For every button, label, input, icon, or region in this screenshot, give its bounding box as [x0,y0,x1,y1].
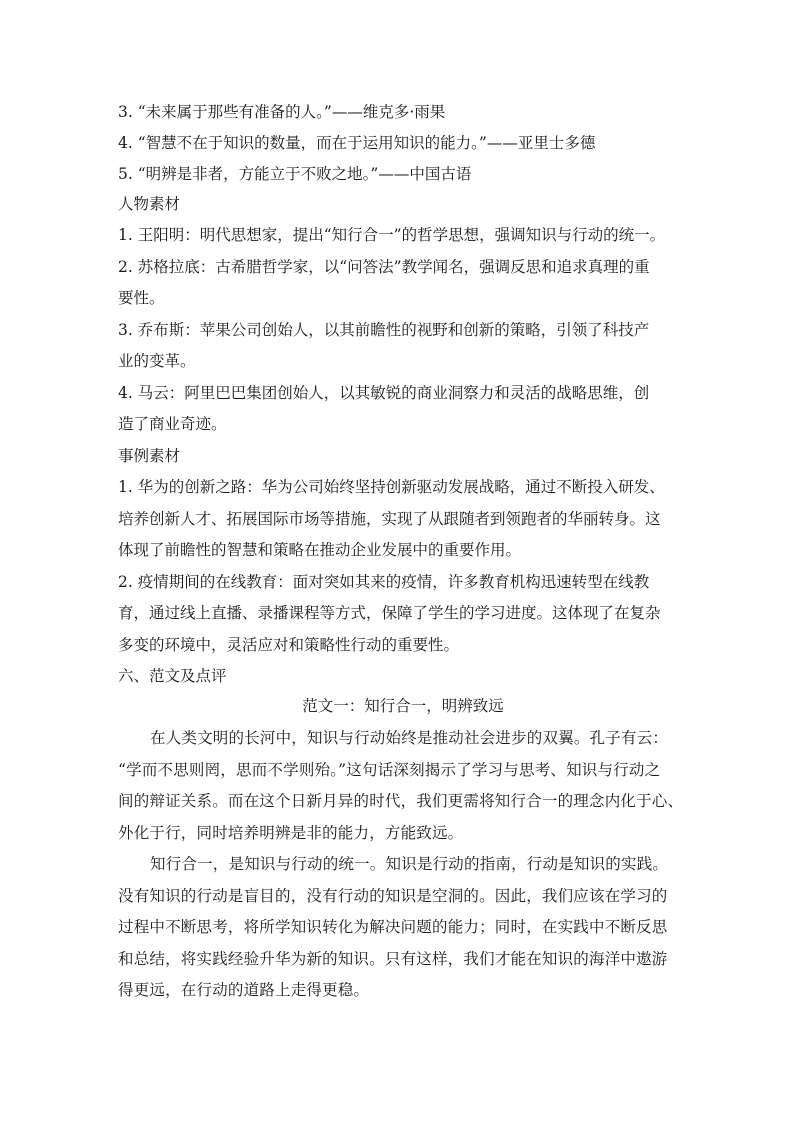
cases-line-6: 多变的环境中，灵活应对和策略性行动的重要性。 [118,636,460,654]
people-line-6: 4. 马云：阿里巴巴集团创始人，以其敏锐的商业洞察力和灵活的战略思维，创 [118,384,650,402]
essay-para1-line-2: “学而不思则罔，思而不学则殆。”这句话深刻揭示了学习与思考、知识与行动之 [118,761,661,779]
cases-line-1: 1. 华为的创新之路：华为公司始终坚持创新驱动发展战略，通过不断投入研发、 [118,478,665,496]
quote-3: 3. “未来属于那些有准备的人。”——维克多·雨果 [118,103,446,121]
people-line-3: 要性。 [118,289,165,307]
essay-para2-line-4: 和总结，将实践经验升华为新的知识。只有这样，我们才能在知识的海洋中遨游 [118,950,668,968]
essay-title: 范文一：知行合一，明辨致远 [302,697,504,715]
people-line-5: 业的变革。 [118,352,196,370]
people-line-4: 3. 乔布斯：苹果公司创始人，以其前瞻性的视野和创新的策略，引领了科技产 [118,321,650,339]
cases-line-5: 育，通过线上直播、录播课程等方式，保障了学生的学习进度。这体现了在复杂 [118,604,661,622]
cases-line-4: 2. 疫情期间的在线教育：面对突如其来的疫情，许多教育机构迅速转型在线教 [118,573,650,591]
people-line-1: 1. 王阳明：明代思想家，提出“知行合一”的哲学思想，强调知识与行动的统一。 [118,226,666,244]
essay-para1-line-1: 在人类文明的长河中，知识与行动始终是推动社会进步的双翼。孔子有云： [150,729,669,747]
essay-para2-line-2: 没有知识的行动是盲目的，没有行动的知识是空洞的。因此，我们应该在学习的 [118,887,668,905]
essay-para2-line-1: 知行合一，是知识与行动的统一。知识是行动的指南，行动是知识的实践。 [150,855,669,873]
people-heading: 人物素材 [118,195,181,213]
people-line-7: 造了商业奇迹。 [118,415,227,433]
essay-para1-line-4: 外化于行，同时培养明辨是非的能力，方能致远。 [118,824,464,842]
essay-para1-line-3: 间的辩证关系。而在这个日新月异的时代，我们更需将知行合一的理念内化于心、 [118,792,684,810]
cases-line-3: 体现了前瞻性的智慧和策略在推动企业发展中的重要作用。 [118,541,522,559]
essay-para2-line-3: 过程中不断思考，将所学知识转化为解决问题的能力；同时，在实践中不断反思 [118,918,668,936]
people-line-2: 2. 苏格拉底：古希腊哲学家，以“问答法”教学闻名，强调反思和追求真理的重 [118,258,650,276]
quote-4: 4. “智慧不在于知识的数量，而在于运用知识的能力。”——亚里士多德 [118,134,596,152]
quote-5: 5. “明辨是非者，方能立于不败之地。”——中国古语 [118,165,472,183]
essay-para2-line-5: 得更远，在行动的道路上走得更稳。 [118,981,370,999]
section-heading: 六、范文及点评 [118,667,227,685]
cases-heading: 事例素材 [118,447,181,465]
cases-line-2: 培养创新人才、拓展国际市场等措施，实现了从跟随者到领跑者的华丽转身。这 [118,510,661,528]
